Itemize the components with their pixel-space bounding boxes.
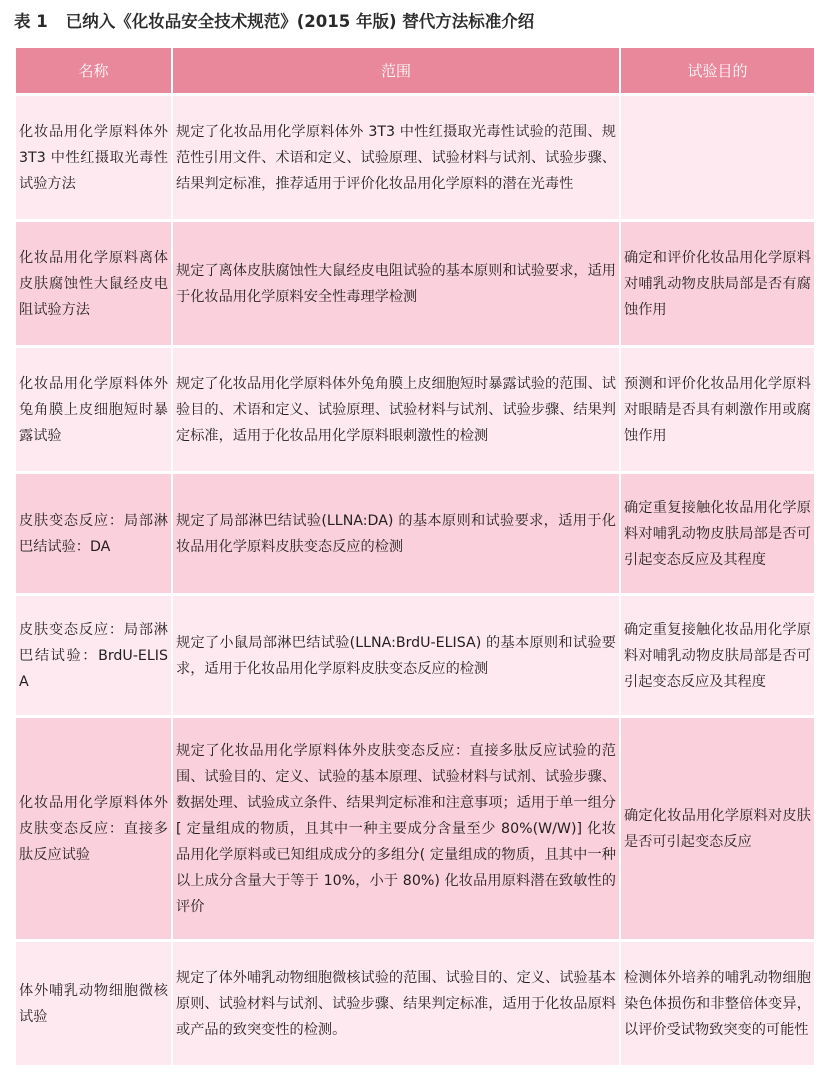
table-row (16, 348, 814, 474)
cell-scope: 规定了局部淋巴结试验(LLNA:DA) 的基本原则和试验要求，适用于化妆品用化学原料皮肤变态反应的检测 (173, 474, 619, 596)
header-row (16, 48, 814, 96)
cell-name: 化妆品用化学原料离体皮肤腐蚀性大鼠经皮电阻试验方法 (16, 222, 171, 348)
standards-table (14, 48, 816, 1068)
cell-name: 化妆品用化学原料体外皮肤变态反应：直接多肽反应试验 (16, 718, 171, 942)
cell-scope: 规定了离体皮肤腐蚀性大鼠经皮电阻试验的基本原则和试验要求，适用于化妆品用化学原料安全性毒理学检测 (173, 222, 619, 348)
cell-purpose (621, 96, 814, 222)
table-row (16, 596, 814, 718)
cell-name: 皮肤变态反应：局部淋巴结试验：DA (16, 474, 171, 596)
table-row (16, 96, 814, 222)
table-title: 已纳入《化妆品安全技术规范》(2015 年版) 替代方法标准介绍 (65, 12, 535, 31)
table-header (16, 48, 814, 96)
cell-name: 皮肤变态反应：局部淋巴结试验：BrdU-ELISA (16, 596, 171, 718)
cell-name: 体外哺乳动物细胞微核试验 (16, 942, 171, 1068)
table-number: 表 1 (14, 12, 48, 31)
cell-purpose: 确定和评价化妆品用化学原料对哺乳动物皮肤局部是否有腐蚀作用 (621, 222, 814, 348)
cell-scope: 规定了化妆品用化学原料体外 3T3 中性红摄取光毒性试验的范围、规范性引用文件、术语和定义、试验原理、试验材料与试剂、试验步骤、结果判定标准，推荐适用于评价化妆品用化学原料的潜在光毒性 (173, 96, 619, 222)
cell-scope: 规定了小鼠局部淋巴结试验(LLNA:BrdU-ELISA) 的基本原则和试验要求，适用于化妆品用化学原料皮肤变态反应的检测 (173, 596, 619, 718)
table-row (16, 222, 814, 348)
table-row (16, 942, 814, 1068)
cell-scope: 规定了体外哺乳动物细胞微核试验的范围、试验目的、定义、试验基本原则、试验材料与试剂、试验步骤、结果判定标准，适用于化妆品原料或产品的致突变性的检测。 (173, 942, 619, 1068)
header-purpose: 试验目的 (621, 48, 814, 96)
cell-purpose: 检测体外培养的哺乳动物细胞染色体损伤和非整倍体变异，以评价受试物致突变的可能性 (621, 942, 814, 1068)
cell-purpose: 确定化妆品用化学原料对皮肤是否可引起变态反应 (621, 718, 814, 942)
cell-purpose: 预测和评价化妆品用化学原料对眼睛是否具有刺激作用或腐蚀作用 (621, 348, 814, 474)
cell-scope: 规定了化妆品用化学原料体外皮肤变态反应：直接多肽反应试验的范围、试验目的、定义、试验的基本原理、试验材料与试剂、试验步骤、数据处理、试验成立条件、结果判定标准和注意事项；适用于单一组分 [ 定量组成的物质，且其中一种主要成分含量至少 80%(W/W)] 化妆品用化学原料或已知组成成分的多组分( 定量组成的物质，且其中一种以上成分含量大于等于 10%，小于 80%) 化妆品用原料潜在致敏性的评价 (173, 718, 619, 942)
cell-purpose: 确定重复接触化妆品用化学原料对哺乳动物皮肤局部是否可引起变态反应及其程度 (621, 596, 814, 718)
cell-purpose: 确定重复接触化妆品用化学原料对哺乳动物皮肤局部是否可引起变态反应及其程度 (621, 474, 814, 596)
table-row (16, 474, 814, 596)
table-body (16, 96, 814, 1068)
table-caption (14, 8, 534, 36)
table-row (16, 718, 814, 942)
cell-name: 化妆品用化学原料体外兔角膜上皮细胞短时暴露试验 (16, 348, 171, 474)
header-name: 名称 (16, 48, 171, 96)
cell-name: 化妆品用化学原料体外 3T3 中性红摄取光毒性试验方法 (16, 96, 171, 222)
header-scope: 范围 (173, 48, 619, 96)
cell-scope: 规定了化妆品用化学原料体外兔角膜上皮细胞短时暴露试验的范围、试验目的、术语和定义、试验原理、试验材料与试剂、试验步骤、结果判定标准，适用于化妆品用化学原料眼刺激性的检测 (173, 348, 619, 474)
